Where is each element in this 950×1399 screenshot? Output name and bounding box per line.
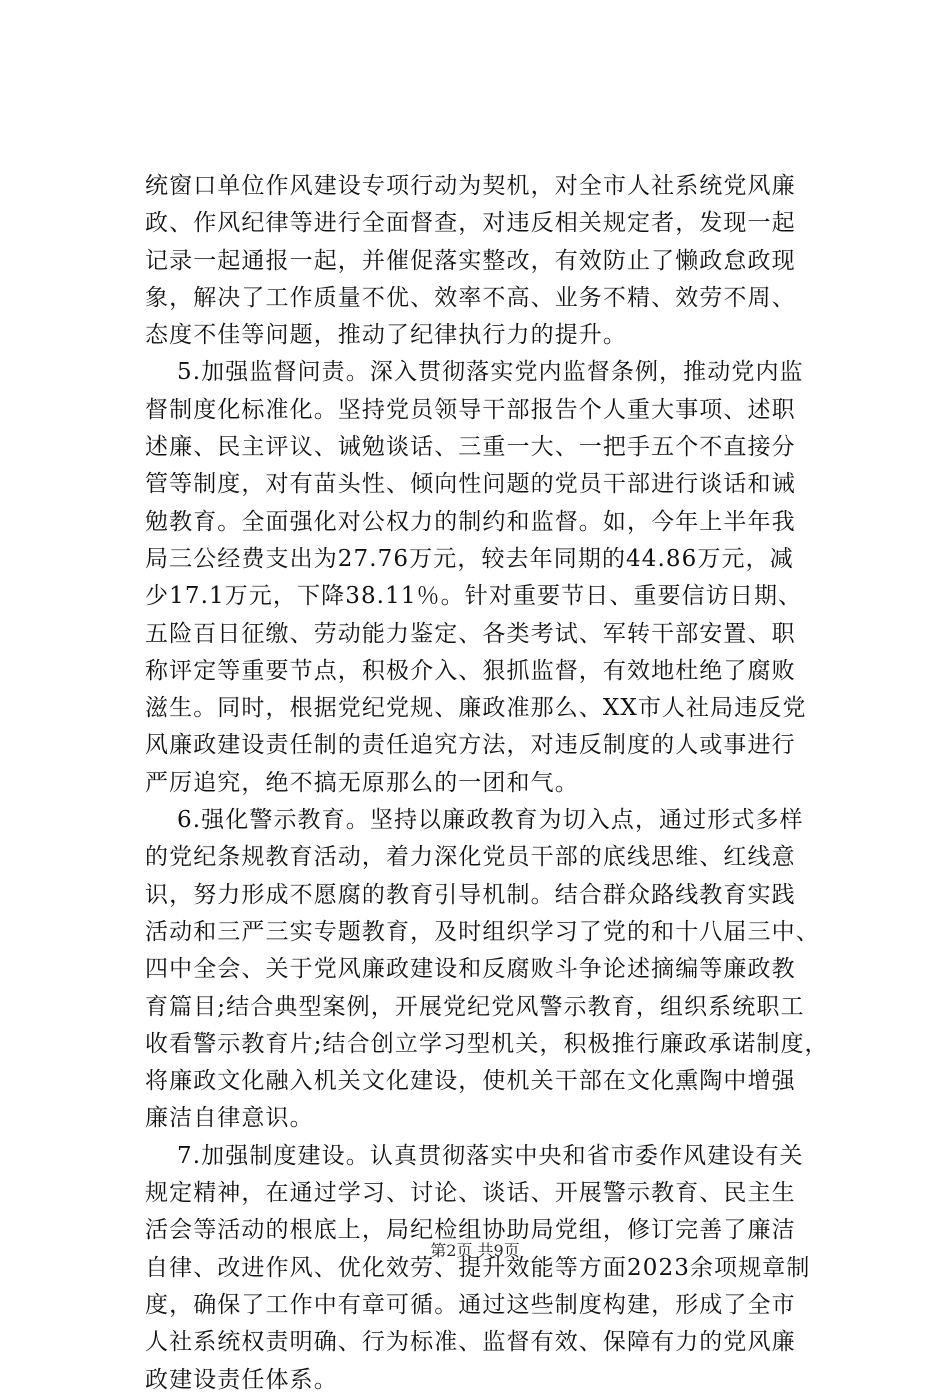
text-line: 统窗口单位作风建设专项行动为契机，对全市人社系统党风廉 <box>145 173 796 199</box>
text-line: 识，努力形成不愿腐的教育引导机制。结合群众路线教育实践 <box>145 881 796 908</box>
text-line: 的党纪条规教育活动，着力深化党员干部的底线思维、红线意 <box>145 844 796 871</box>
text-line: 人社系统权责明确、行为标准、监督有效、保障有力的党风廉 <box>145 1329 796 1356</box>
text-line: 规定精神，在通过学习、讨论、谈话、开展警示教育、民主生 <box>145 1180 796 1207</box>
text-line: 四中全会、关于党风廉政建设和反腐败斗争论述摘编等廉政教 <box>145 956 796 983</box>
text-line: 活会等活动的根底上，局纪检组协助局党组，修订完善了廉洁 <box>145 1217 796 1244</box>
text-line: 度，确保了工作中有章可循。通过这些制度构建，形成了全市 <box>145 1291 796 1318</box>
document-body <box>145 168 831 1399</box>
text-line: 政建设责任体系。 <box>145 1366 338 1393</box>
text-line: 育篇目;结合典型案例，开展党纪党风警示教育，组织系统职工 <box>145 993 805 1020</box>
paragraph-5-heading-line: 5.加强监督问责。深入贯彻落实党内监督条例，推动党内监 <box>177 359 804 386</box>
text-line: 收看警示教育片;结合创立学习型机关，积极推行廉政承诺制度， <box>145 1030 829 1057</box>
text-line: 风廉政建设责任制的责任追究方法，对违反制度的人或事进行 <box>145 732 796 759</box>
paragraph-6-heading-line: 6.强化警示教育。坚持以廉政教育为切入点，通过形式多样 <box>177 807 804 834</box>
page-number-footer: 第2页 共9页 <box>430 1241 520 1260</box>
text-line: 将廉政文化融入机关文化建设，使机关干部在文化熏陶中增强 <box>145 1068 796 1095</box>
paragraph-7-heading-line: 7.加强制度建设。认真贯彻落实中央和省市委作风建设有关 <box>177 1142 804 1169</box>
text-line: 政、作风纪律等进行全面督查，对违反相关规定者，发现一起 <box>145 210 796 237</box>
text-line: 称评定等重要节点，积极介入、狠抓监督，有效地杜绝了腐败 <box>145 657 796 684</box>
text-line: 局三公经费支出为27.76万元，较去年同期的44.86万元，减 <box>145 545 794 572</box>
text-line: 态度不佳等问题，推动了纪律执行力的提升。 <box>145 322 627 349</box>
text-line: 象，解决了工作质量不优、效率不高、业务不精、效劳不周、 <box>145 284 796 311</box>
text-line: 严厉追究，绝不搞无原那么的一团和气。 <box>145 769 579 796</box>
text-line: 督制度化标准化。坚持党员领导干部报告个人重大事项、述职 <box>145 396 796 423</box>
text-line: 记录一起通报一起，并催促落实整改，有效防止了懒政怠政现 <box>145 247 796 274</box>
text-line: 少17.1万元，下降38.11％。针对重要节日、重要信访日期、 <box>145 583 803 610</box>
text-line: 管等制度，对有苗头性、倾向性问题的党员干部进行谈话和诫 <box>145 471 796 498</box>
text-line: 廉洁自律意识。 <box>145 1105 314 1132</box>
text-line: 述廉、民主评议、诫勉谈话、三重一大、一把手五个不直接分 <box>145 434 796 461</box>
text-line: 自律、改进作风、优化效劳、提升效能等方面2023余项规章制 <box>145 1254 811 1281</box>
text-line: 五险百日征缴、劳动能力鉴定、各类考试、军转干部安置、职 <box>145 620 796 647</box>
text-line: 滋生。同时，根据党纪党规、廉政准那么、XX市人社局违反党 <box>145 695 807 722</box>
text-line: 活动和三严三实专题教育，及时组织学习了党的和十八届三中、 <box>145 918 820 945</box>
text-line: 勉教育。全面强化对公权力的制约和监督。如，今年上半年我 <box>145 508 796 535</box>
